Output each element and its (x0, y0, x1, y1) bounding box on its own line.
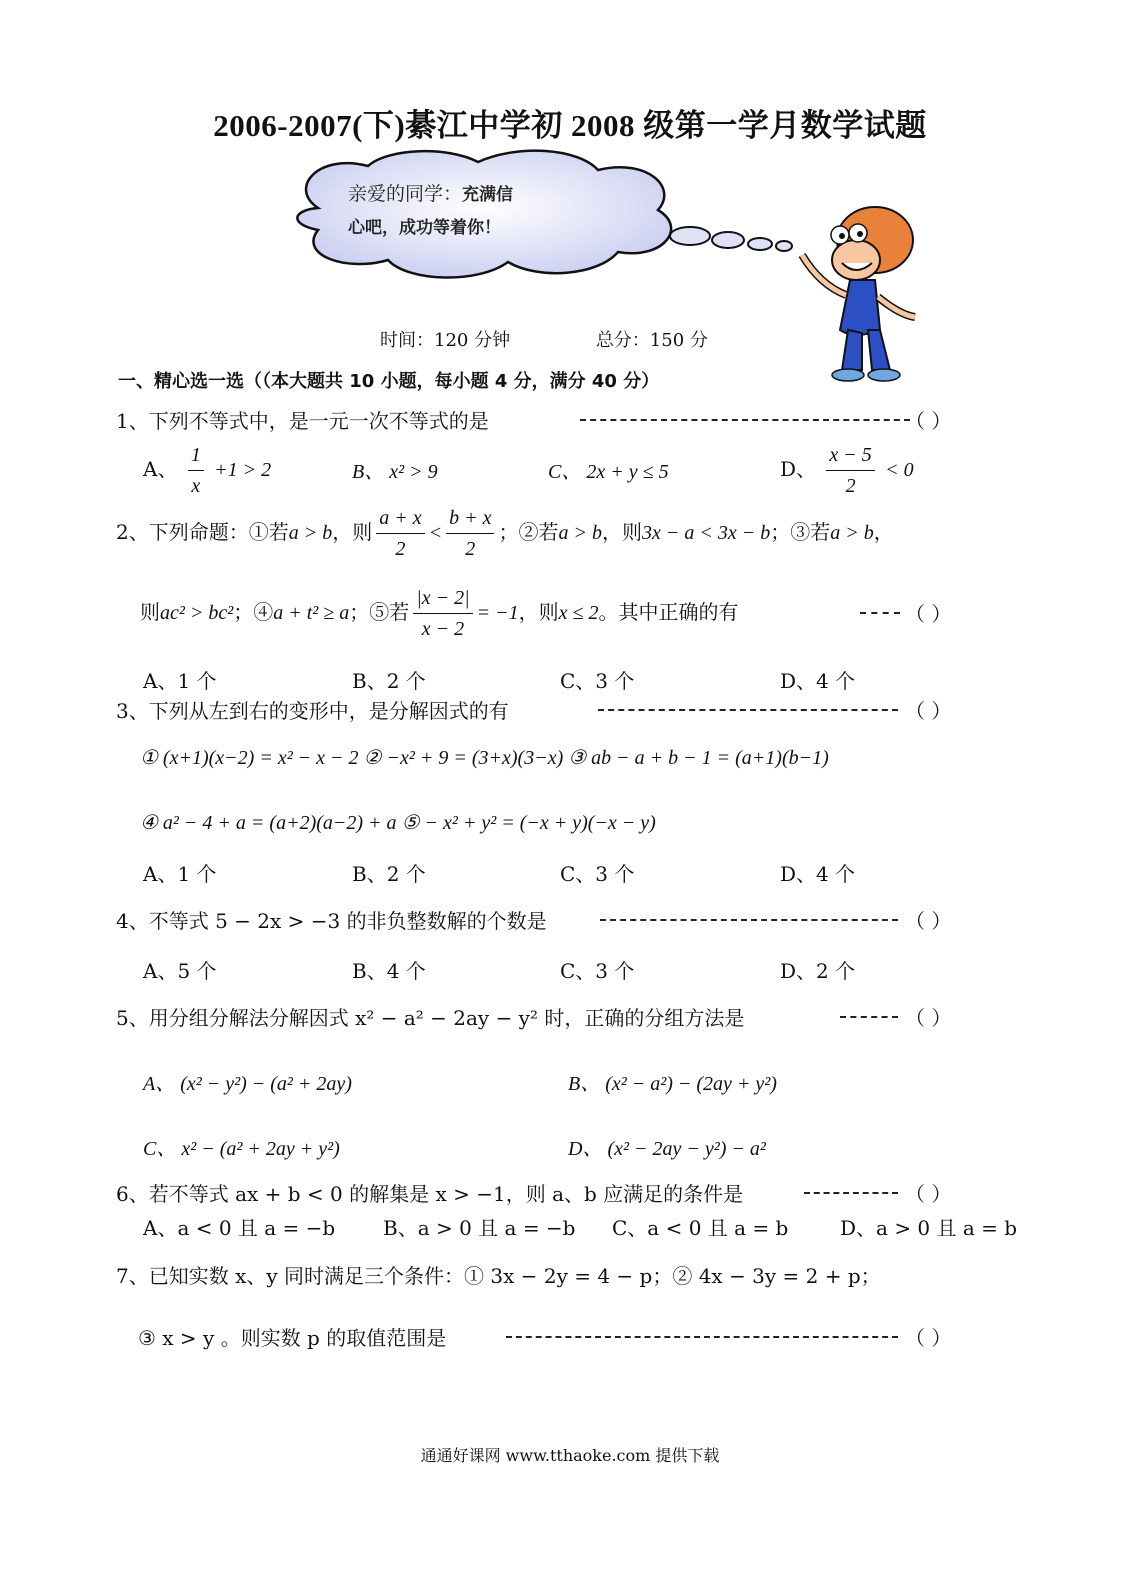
q2-math: x ≤ 2 (558, 602, 599, 624)
q3-option-b: B、2 个 (352, 862, 426, 886)
q2-dash-line (860, 612, 900, 614)
q3-answer-paren: （ ） (905, 699, 952, 723)
q7-line2: ③ x > y 。则实数 p 的取值范围是 (138, 1326, 447, 1350)
q3-option-d: D、4 个 (780, 862, 856, 886)
page-title: 2006-2007(下)綦江中学初 2008 级第一学月数学试题 (213, 108, 927, 143)
q6-option-c: C、a < 0 且 a = b (612, 1216, 789, 1240)
q5-option-a: A、 (x² − y²) − (a² + 2ay) (143, 1073, 352, 1095)
q4-answer-paren: （ ） (905, 909, 952, 933)
exam-total-score: 总分：150 分 (595, 330, 708, 351)
q7-answer-paren: （ ） (905, 1326, 952, 1350)
q1-a-fraction (188, 440, 204, 501)
q1-d-label: D、 (780, 457, 817, 481)
fraction-denominator: x − 2 (421, 618, 465, 640)
q2-text: ，则 (518, 600, 559, 624)
q1-dash-line (580, 419, 910, 421)
q2-math: a > b (288, 522, 333, 544)
q3-option-a: A、1 个 (143, 862, 217, 886)
q2-text: ；②若 (498, 520, 559, 544)
fraction-denominator: 2 (845, 475, 856, 497)
bubble-text (348, 178, 628, 244)
q1-a-label: A、 (143, 457, 178, 481)
q5-option-c: C、 x² − (a² + 2ay + y²) (143, 1138, 340, 1160)
q5-dash-line (840, 1016, 898, 1018)
q6-answer-paren: （ ） (905, 1182, 952, 1206)
q2-math: a > b (558, 522, 602, 544)
q1-option-b: B、 x² > 9 (352, 461, 438, 483)
q6-dash-line (804, 1192, 898, 1194)
q4-option-d: D、2 个 (780, 959, 856, 983)
q2-text: 2、下列命题：①若 (116, 520, 289, 544)
q2-text: ；③若 (770, 520, 831, 544)
q2-option-c: C、3 个 (560, 669, 635, 693)
exam-time: 时间：120 分钟 (380, 330, 511, 351)
fraction-denominator: x (191, 475, 201, 497)
q2-math: 3x − a < 3x − b (641, 522, 771, 544)
fraction-numerator: b + x (446, 503, 494, 534)
q7-dash-line (506, 1336, 898, 1338)
q2-option-d: D、4 个 (780, 669, 856, 693)
q1-option-d (780, 440, 914, 501)
q6-stem: 6、若不等式 ax + b < 0 的解集是 x > −1，则 a、b 应满足的条件是 (116, 1182, 744, 1206)
q2-fraction-3 (413, 583, 472, 644)
q3-stem: 3、下列从左到右的变形中，是分解因式的有 (116, 699, 509, 723)
q2-text: ，则 (332, 520, 373, 544)
q3-items-line2: ④ a² − 4 + a = (a+2)(a−2) + a ⑤ − x² + y² = (−x + y)(−x − y) (140, 812, 656, 834)
q2-text: ；⑤若 (349, 600, 410, 624)
q2-math: a + t² ≥ a (273, 602, 350, 624)
q2-text: 。其中正确的有 (598, 600, 739, 624)
q2-math: ac² > bc² (160, 602, 234, 624)
q6-option-d: D、a > 0 且 a = b (840, 1216, 1018, 1240)
q2-math: = −1 (476, 602, 519, 624)
q2-text: ；④ (233, 600, 274, 624)
q5-option-b: B、 (x² − a²) − (2ay + y²) (568, 1073, 777, 1095)
q5-option-d: D、 (x² − 2ay − y²) − a² (568, 1138, 766, 1160)
q2-math: a > b (830, 522, 874, 544)
thought-bubble (278, 148, 798, 298)
fraction-denominator: 2 (395, 538, 406, 560)
q5-stem: 5、用分组分解法分解因式 x² − a² − 2ay − y² 时，正确的分组方法是 (116, 1006, 745, 1030)
cartoon-mascot-illustration (780, 205, 930, 385)
q6-option-b: B、a > 0 且 a = −b (383, 1216, 576, 1240)
q2-answer-paren: （ ） (905, 602, 952, 626)
q2-line1 (116, 503, 894, 564)
q4-option-b: B、4 个 (352, 959, 426, 983)
fraction-numerator: 1 (188, 440, 204, 471)
fraction-numerator: a + x (376, 503, 424, 534)
section-heading: 一、精心选一选（（本大题共 10 小题，每小题 4 分，满分 40 分） (118, 371, 660, 392)
q5-answer-paren: （ ） (905, 1006, 952, 1030)
q4-dash-line (600, 919, 898, 921)
q2-text: ，则 (601, 520, 642, 544)
exam-meta (380, 326, 708, 352)
bubble-line2: 心吧，成功等着你！ (348, 218, 501, 238)
q3-items-line1: ① (x+1)(x−2) = x² − x − 2 ② −x² + 9 = (3+x)(3−x) ③ ab − a + b − 1 = (a+1)(b−1) (140, 747, 829, 769)
fraction-numerator: x − 5 (826, 440, 874, 471)
q1-option-c: C、 2x + y ≤ 5 (548, 461, 669, 483)
q3-dash-line (598, 709, 898, 711)
q4-stem: 4、不等式 5 − 2x > −3 的非负整数解的个数是 (116, 909, 547, 933)
q1-a-rest: +1 > 2 (214, 459, 272, 481)
q2-fraction-1 (376, 503, 424, 564)
q1-stem: 1、下列不等式中，是一元一次不等式的是 (116, 409, 489, 433)
q7-line1: 7、已知实数 x、y 同时满足三个条件：① 3x − 2y = 4 − p；② 4x − 3y = 2 + p； (116, 1264, 881, 1288)
q2-option-a: A、1 个 (143, 669, 217, 693)
q2-option-b: B、2 个 (352, 669, 426, 693)
q1-d-rest: < 0 (885, 459, 914, 481)
bubble-line1: 亲爱的同学： (348, 183, 463, 205)
q1-option-a (143, 440, 271, 501)
q3-option-c: C、3 个 (560, 862, 635, 886)
bubble-line1-bold: 充满信 (462, 185, 514, 205)
q2-text: ， (873, 520, 894, 544)
q4-option-c: C、3 个 (560, 959, 635, 983)
fraction-numerator: |x − 2| (413, 583, 472, 614)
q1-d-fraction (826, 440, 874, 501)
q2-text: 则 (140, 600, 160, 624)
q2-math: < (428, 522, 443, 544)
page-footer: 通通好课网 www.tthaoke.com 提供下载 (420, 1446, 720, 1465)
q1-answer-paren: （ ） (905, 409, 952, 433)
q2-fraction-2 (446, 503, 494, 564)
q2-line2 (140, 583, 739, 644)
fraction-denominator: 2 (465, 538, 476, 560)
q6-option-a: A、a < 0 且 a = −b (143, 1216, 336, 1240)
q4-option-a: A、5 个 (143, 959, 217, 983)
